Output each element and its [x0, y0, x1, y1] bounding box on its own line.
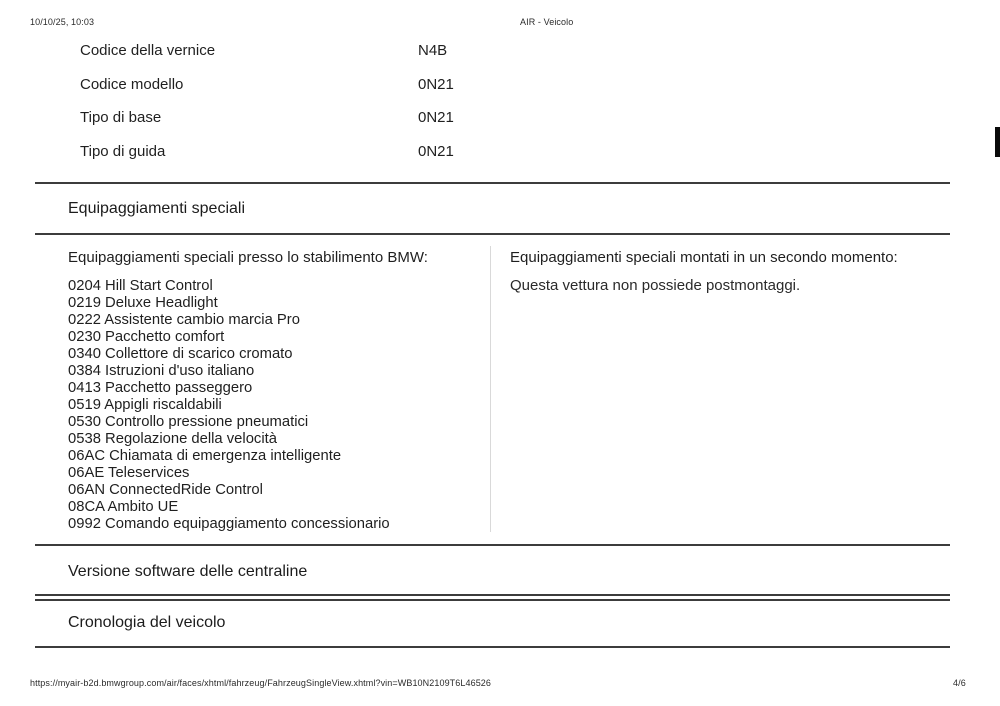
field-label-codice-vernice: Codice della vernice — [80, 42, 216, 59]
section-rule-top-history — [35, 599, 950, 601]
footer-page-number: 4/6 — [953, 678, 966, 688]
section-rule-top-equipment — [35, 182, 950, 184]
equipment-list-item: 0519 Appigli riscaldabili — [68, 397, 222, 413]
field-label-tipo-di-guida: Tipo di guida — [80, 143, 166, 160]
retrofit-equipment-text: Questa vettura non possiede postmontaggi. — [510, 277, 801, 294]
section-rule-bottom-equipment-header — [35, 233, 950, 235]
field-value-tipo-di-base: 0N21 — [418, 109, 454, 126]
field-label-tipo-di-base: Tipo di base — [80, 109, 162, 126]
field-value-tipo-di-guida: 0N21 — [418, 143, 454, 160]
equipment-list-item: 06AC Chiamata di emergenza intelligente — [68, 448, 342, 464]
print-timestamp: 10/10/25, 10:03 — [30, 17, 95, 27]
section-rule-bottom-software — [35, 594, 950, 596]
retrofit-equipment-heading: Equipaggiamenti speciali montati in un secondo momento: — [510, 249, 898, 266]
equipment-list-item: 0222 Assistente cambio marcia Pro — [68, 312, 300, 328]
equipment-list-item: 08CA Ambito UE — [68, 499, 179, 515]
section-rule-top-software — [35, 544, 950, 546]
equipment-list-item: 0340 Collettore di scarico cromato — [68, 346, 293, 362]
equipment-list-item: 0530 Controllo pressione pneumatici — [68, 414, 309, 430]
equipment-list-item: 0992 Comando equipaggiamento concessionario — [68, 516, 390, 532]
factory-equipment-heading: Equipaggiamenti speciali presso lo stabilimento BMW: — [68, 249, 428, 266]
section-heading-software-version: Versione software delle centraline — [68, 563, 308, 580]
equipment-list-item: 0413 Pacchetto passeggero — [68, 380, 253, 396]
section-heading-special-equipment: Equipaggiamenti speciali — [68, 200, 245, 217]
section-rule-bottom-history — [35, 646, 950, 648]
column-divider — [490, 246, 491, 532]
field-value-codice-modello: 0N21 — [418, 76, 454, 93]
right-edge-scrollbar-thumb[interactable] — [995, 127, 1000, 157]
equipment-list-item: 0230 Pacchetto comfort — [68, 329, 225, 345]
equipment-list-item: 06AE Teleservices — [68, 465, 190, 481]
document-title: AIR - Veicolo — [520, 17, 574, 27]
section-heading-vehicle-history: Cronologia del veicolo — [68, 614, 226, 631]
equipment-list-item: 0204 Hill Start Control — [68, 278, 213, 294]
equipment-list-item: 0219 Deluxe Headlight — [68, 295, 218, 311]
field-value-codice-vernice: N4B — [418, 42, 448, 59]
equipment-list-item: 0538 Regolazione della velocità — [68, 431, 277, 447]
field-label-codice-modello: Codice modello — [80, 76, 184, 93]
equipment-list-item: 0384 Istruzioni d'uso italiano — [68, 363, 255, 379]
footer-source-url: https://myair-b2d.bmwgroup.com/air/faces/xhtml/fahrzeug/FahrzeugSingleView.xhtml?vin=WB10N2109T6L46526 — [30, 678, 492, 688]
factory-equipment-list — [68, 278, 390, 533]
equipment-list-item: 06AN ConnectedRide Control — [68, 482, 263, 498]
